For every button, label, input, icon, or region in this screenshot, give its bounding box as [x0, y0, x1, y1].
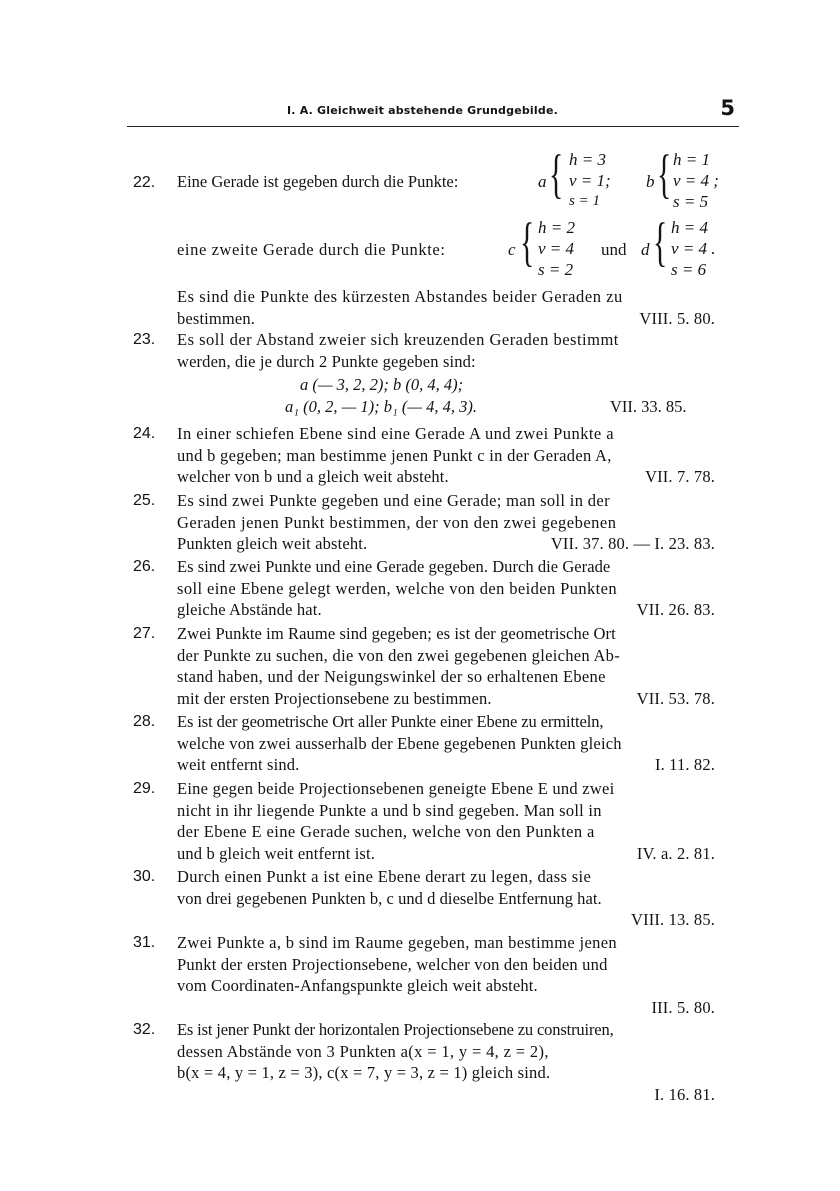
coord-s: s = 5 — [673, 192, 709, 211]
text-line: Zwei Punkte a, b sind im Raume gegeben, man bestimme jenen — [177, 933, 618, 952]
coord-v: v = 4 — [538, 239, 575, 258]
running-title: I. A. Gleichweit abstehende Grundgebilde. — [287, 104, 558, 117]
problem-text — [177, 623, 737, 709]
text-line: dessen Abstände von 3 Punkten a(x = 1, y = 4, z = 2), — [177, 1041, 549, 1061]
coord-s: s = 1 — [569, 193, 600, 209]
text-line: Punkt der ersten Projectionsebene, welcher von den beiden und — [177, 954, 608, 974]
text-line: welche von zwei ausserhalb der Ebene gegebenen Punkten gleich — [177, 733, 622, 753]
text-line: Durch einen Punkt a ist eine Ebene derart zu legen, dass sie — [177, 867, 592, 886]
text-line — [177, 843, 737, 865]
problem-text — [177, 778, 737, 864]
text-line: Es sind zwei Punkte und eine Gerade gegeben. Durch die Gerade — [177, 557, 611, 576]
problem-number: 31. — [133, 934, 156, 951]
problem-text — [177, 423, 737, 488]
point-label-d: d — [641, 240, 650, 259]
coord-h: h = 4 — [671, 218, 708, 237]
text-line — [177, 533, 737, 555]
text-line: In einer schiefen Ebene sind eine Gerade A und zwei Punkte a — [177, 424, 615, 443]
text-fragment: Punkten gleich weit absteht. — [177, 534, 368, 553]
coord-s: s = 6 — [671, 260, 707, 279]
problem-text: eine zweite Gerade durch die Punkte: — [177, 240, 446, 259]
reference: IV. a. 2. 81. — [636, 843, 715, 863]
text-line — [177, 466, 737, 488]
reference: VII. 37. 80. — I. 23. 83. — [550, 534, 715, 553]
problem-number: 25. — [133, 492, 156, 509]
point-equation: a (— 3, 2, 2); b (0, 4, 4); — [300, 375, 464, 394]
text-line: Geraden jenen Punkt bestimmen, der von den zwei gegebenen — [177, 512, 617, 532]
problem-number: 32. — [133, 1021, 156, 1038]
text-fragment: welcher von b und a gleich weit absteht. — [177, 467, 449, 486]
point-label-a: a — [538, 172, 547, 191]
brace-icon: { — [657, 144, 672, 204]
reference: VIII. 5. 80. — [639, 308, 715, 328]
point-label-b: b — [646, 172, 655, 191]
problem-number: 26. — [133, 558, 156, 575]
text-line: Es sind zwei Punkte gegeben und eine Gerade; man soll in der — [177, 491, 610, 510]
reference: VII. 33. 85. — [610, 397, 687, 416]
problem-text — [177, 932, 737, 1018]
text-line: b(x = 4, y = 1, z = 3), c(x = 7, y = 3, z = 1) gleich sind. — [177, 1063, 551, 1082]
text-line: Eine gegen beide Projectionsebenen geneigte Ebene E und zwei — [177, 779, 615, 798]
problem-text: Eine Gerade ist gegeben durch die Punkte: — [177, 172, 459, 191]
text-line: nicht in ihr liegende Punkte a und b sind gegeben. Man soll in — [177, 800, 602, 820]
reference: III. 5. 80. — [651, 997, 715, 1017]
text-line: Es soll der Abstand zweier sich kreuzenden Geraden bestimmt — [177, 330, 619, 349]
coord-h: h = 3 — [569, 150, 606, 169]
text-line — [177, 688, 737, 710]
reference: VII. 53. 78. — [636, 688, 715, 708]
coord-v: v = 1; — [569, 171, 611, 190]
reference: I. 11. 82. — [654, 755, 715, 774]
coord-v: v = 4 ; — [673, 171, 719, 190]
text-fragment: mit der ersten Projectionsebene zu bestimmen. — [177, 688, 492, 708]
brace-icon: { — [549, 144, 564, 204]
text-line — [177, 308, 737, 330]
brace-icon: { — [653, 212, 668, 272]
reference: VII. 7. 78. — [645, 467, 715, 486]
text-line: und b gegeben; man bestimme jenen Punkt c in der Geraden A, — [177, 445, 612, 465]
text-line — [177, 1084, 737, 1106]
coord-s: s = 2 — [538, 260, 574, 279]
und-word: und — [601, 240, 627, 259]
text-line — [177, 599, 737, 621]
text-line — [177, 997, 737, 1019]
problem-text — [177, 329, 737, 372]
text-line: von drei gegebenen Punkten b, c und d dieselbe Entfernung hat. — [177, 888, 602, 908]
text-line — [177, 909, 737, 931]
coord-h: h = 2 — [538, 218, 575, 237]
problem-text — [177, 711, 737, 776]
text-line: Es sind die Punkte des kürzesten Abstandes beider Geraden zu — [177, 287, 623, 306]
problem-number: 22. — [133, 174, 156, 191]
problem-number: 30. — [133, 868, 156, 885]
text-line: der Ebene E eine Gerade suchen, welche von den Punkten a — [177, 822, 595, 841]
coord-v: v = 4 . — [671, 239, 716, 258]
text-line: Es ist jener Punkt der horizontalen Projectionsebene zu construiren, — [177, 1020, 614, 1039]
text-fragment: bestimmen. — [177, 308, 256, 328]
problem-text — [177, 1019, 737, 1105]
text-line: stand haben, und der Neigungswinkel der so erhaltenen Ebene — [177, 667, 606, 686]
text-fragment: weit entfernt sind. — [177, 755, 300, 774]
text-line: Zwei Punkte im Raume sind gegeben; es ist der geometrische Ort — [177, 624, 616, 643]
coord-h: h = 1 — [673, 150, 710, 169]
problem-text — [177, 286, 737, 329]
point-equation: a₁ (0, 2, — 1); b₁ (— 4, 4, 3). — [285, 397, 478, 416]
text-line: werden, die je durch 2 Punkte gegeben sind: — [177, 351, 476, 371]
reference: VII. 26. 83. — [636, 600, 715, 619]
reference: I. 16. 81. — [654, 1084, 715, 1104]
text-line: der Punkte zu suchen, die von den zwei gegebenen gleichen Ab- — [177, 645, 621, 665]
text-fragment: gleiche Abstände hat. — [177, 600, 322, 619]
brace-icon: { — [520, 212, 535, 272]
page-number: 5 — [720, 96, 735, 120]
problem-text — [177, 490, 737, 555]
text-line — [177, 754, 737, 776]
text-line: Es ist der geometrische Ort aller Punkte einer Ebene zu ermitteln, — [177, 712, 604, 731]
problem-number: 29. — [133, 780, 156, 797]
problem-number: 23. — [133, 331, 156, 348]
problem-text — [177, 866, 737, 931]
problem-number: 28. — [133, 713, 156, 730]
text-line: soll eine Ebene gelegt werden, welche von den beiden Punkten — [177, 578, 618, 598]
problem-number: 24. — [133, 425, 156, 442]
problem-number: 27. — [133, 625, 156, 642]
text-line: vom Coordinaten-Anfangspunkte gleich weit absteht. — [177, 976, 538, 995]
point-label-c: c — [508, 240, 516, 259]
text-fragment: und b gleich weit entfernt ist. — [177, 843, 376, 863]
reference: VIII. 13. 85. — [631, 910, 715, 929]
problem-text — [177, 556, 737, 621]
